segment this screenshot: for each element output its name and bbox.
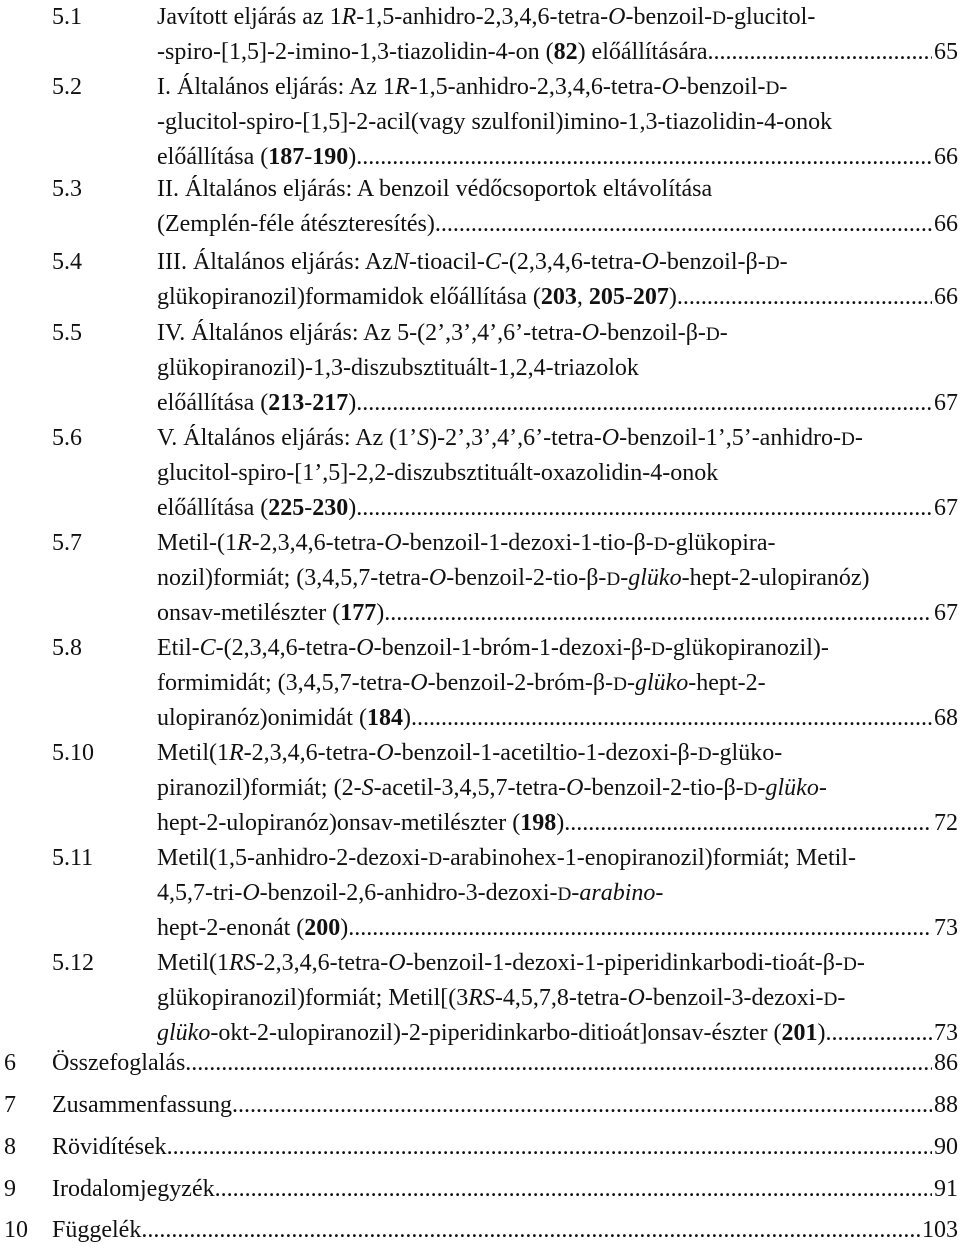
section-number: 5.4 <box>52 249 82 275</box>
page-number: 67 <box>934 495 958 521</box>
chapter-title: Függelék <box>52 1217 142 1243</box>
entry-line-last <box>157 140 958 175</box>
entry-text <box>157 526 958 631</box>
chapter-number: 10 <box>4 1217 28 1243</box>
page-number: 86 <box>934 1050 958 1076</box>
dot-leader <box>141 1213 920 1248</box>
chapter-title: Összefoglalás <box>52 1050 186 1076</box>
section-number: 5.2 <box>52 74 82 100</box>
chapter-number: 6 <box>4 1050 16 1076</box>
entry-text <box>157 245 958 315</box>
entry-line-text: ulopiranóz)onimidát (184) <box>157 705 411 731</box>
entry-line-last <box>157 386 958 421</box>
entry-line: glükopiranozil)-1,3-diszubsztituált-1,2,4-triazolok <box>157 355 639 381</box>
dot-leader <box>185 1046 932 1081</box>
page-number: 65 <box>934 39 958 65</box>
entry-line-text: -spiro-[1,5]-2-imino-1,3-tiazolidin-4-on (82) előállítására <box>157 39 708 65</box>
entry-line: nozil)formiát; (3,4,5,7-tetra- O -benzoil-2-tio-β- D - glüko -hept-2-ulopiranóz) <box>157 565 870 591</box>
entry-line-last <box>52 1172 958 1207</box>
entry-line: V. Általános eljárás: Az (1’ S )-2’,3’,4’,6’-tetra- O -benzoil-1’,5’-anhidro- D - <box>157 425 863 451</box>
dot-leader <box>356 491 932 526</box>
dot-leader <box>384 596 932 631</box>
entry-text <box>157 172 958 242</box>
section-number: 5.1 <box>52 4 82 30</box>
entry-text <box>157 316 958 421</box>
chapter-number: 9 <box>4 1176 16 1202</box>
entry-line: IV. Általános eljárás: Az 5-(2’,3’,4’,6’-tetra- O -benzoil-β- D - <box>157 320 728 346</box>
entry-text <box>157 421 958 526</box>
entry-text <box>157 946 958 1051</box>
entry-line: Javított eljárás az 1 R -1,5-anhidro-2,3,4,6-tetra- O -benzoil- D -glucitol- <box>157 4 816 30</box>
entry-line-last <box>157 596 958 631</box>
entry-text <box>157 70 958 175</box>
page-number: 72 <box>934 810 958 836</box>
entry-line-text: előállítása (213-217) <box>157 390 357 416</box>
entry-line-last <box>157 806 958 841</box>
entry-line: Metil(1 RS -2,3,4,6-tetra- O -benzoil-1-dezoxi-1-piperidinkarbodi-tioát-β- D - <box>157 950 865 976</box>
chapter-title: Zusammenfassung <box>52 1092 232 1118</box>
section-number: 5.7 <box>52 530 82 556</box>
section-number: 5.10 <box>52 740 94 766</box>
entry-text <box>52 1088 958 1123</box>
page-number: 73 <box>934 1020 958 1046</box>
page-number: 73 <box>934 915 958 941</box>
dot-leader <box>435 207 932 242</box>
dot-leader <box>708 35 933 70</box>
page-number: 66 <box>934 144 958 170</box>
entry-line: I. Általános eljárás: Az 1 R -1,5-anhidro-2,3,4,6-tetra- O -benzoil- D - <box>157 74 788 100</box>
entry-line: Metil(1,5-anhidro-2-dezoxi- D -arabinohex-1-enopiranozil)formiát; Metil- <box>157 845 856 871</box>
entry-line-text: glüko-okt-2-ulopiranozil)-2-piperidinkarbo-ditioát]onsav-észter (201) <box>157 1020 826 1046</box>
entry-line-text: glükopiranozil)formamidok előállítása (203, 205-207) <box>157 284 677 310</box>
entry-line: III. Általános eljárás: Az N -tioacil- C -(2,3,4,6-tetra- O -benzoil-β- D - <box>157 249 788 275</box>
section-number: 5.11 <box>52 845 94 871</box>
page-number: 88 <box>934 1092 958 1118</box>
entry-line-last <box>52 1213 958 1248</box>
chapter-title: Rövidítések <box>52 1134 167 1160</box>
dot-leader <box>232 1088 932 1123</box>
page-number: 66 <box>934 211 958 237</box>
entry-line-text: hept-2-enonát (200) <box>157 915 349 941</box>
chapter-number: 7 <box>4 1092 16 1118</box>
entry-line-last <box>52 1088 958 1123</box>
entry-line: glükopiranozil)formiát; Metil[(3 RS -4,5,7,8-tetra- O -benzoil-3-dezoxi- D - <box>157 985 846 1011</box>
entry-line: Metil(1 R -2,3,4,6-tetra- O -benzoil-1-acetiltio-1-dezoxi-β- D -glüko- <box>157 740 783 766</box>
entry-line-text: előállítása (225-230) <box>157 495 357 521</box>
entry-line-text: onsav-metilészter (177) <box>157 600 385 626</box>
dot-leader <box>677 280 932 315</box>
entry-line: formimidát; (3,4,5,7-tetra- O -benzoil-2-bróm-β- D - glüko -hept-2- <box>157 670 766 696</box>
dot-leader <box>167 1130 932 1165</box>
entry-line: glucitol-spiro-[1’,5]-2,2-diszubsztituált-oxazolidin-4-onok <box>157 460 719 486</box>
entry-line-last <box>52 1130 958 1165</box>
dot-leader <box>356 386 932 421</box>
dot-leader <box>564 806 932 841</box>
entry-line: Etil- C -(2,3,4,6-tetra- O -benzoil-1-bróm-1-dezoxi-β- D -glükopiranozil)- <box>157 635 829 661</box>
dot-leader <box>348 911 932 946</box>
page-number: 90 <box>934 1134 958 1160</box>
entry-line-text: (Zemplén-féle átészteresítés) <box>157 211 435 237</box>
entry-line-last <box>157 207 958 242</box>
entry-text <box>157 841 958 946</box>
page-number: 66 <box>934 284 958 310</box>
page-number: 68 <box>934 705 958 731</box>
chapter-title: Irodalomjegyzék <box>52 1176 215 1202</box>
entry-text <box>52 1046 958 1081</box>
entry-text <box>157 0 958 70</box>
entry-line: piranozil)formiát; (2- S -acetil-3,4,5,7-tetra- O -benzoil-2-tio-β- D - glüko - <box>157 775 827 801</box>
page-number: 67 <box>934 390 958 416</box>
section-number: 5.12 <box>52 950 94 976</box>
page-number: 103 <box>922 1217 958 1243</box>
dot-leader <box>215 1172 932 1207</box>
entry-line: Metil-(1 R -2,3,4,6-tetra- O -benzoil-1-dezoxi-1-tio-β- D -glükopira- <box>157 530 776 556</box>
entry-text <box>52 1213 958 1248</box>
section-number: 5.6 <box>52 425 82 451</box>
entry-line-text: hept-2-ulopiranóz)onsav-metilészter (198) <box>157 810 565 836</box>
page-number: 91 <box>934 1176 958 1202</box>
entry-line-last <box>52 1046 958 1081</box>
entry-line-last <box>157 280 958 315</box>
entry-line-text: előállítása (187-190) <box>157 144 357 170</box>
chapter-number: 8 <box>4 1134 16 1160</box>
entry-line-last <box>157 35 958 70</box>
entry-line-last <box>157 911 958 946</box>
section-number: 5.3 <box>52 176 82 202</box>
entry-line: -glucitol-spiro-[1,5]-2-acil(vagy szulfonil)imino-1,3-tiazolidin-4-onok <box>157 109 833 135</box>
entry-line: II. Általános eljárás: A benzoil védőcsoportok eltávolítása <box>157 176 713 202</box>
page-number: 67 <box>934 600 958 626</box>
entry-text <box>52 1130 958 1165</box>
entry-line: 4,5,7-tri- O -benzoil-2,6-anhidro-3-dezoxi- D - arabino - <box>157 880 664 906</box>
section-number: 5.5 <box>52 320 82 346</box>
section-number: 5.8 <box>52 635 82 661</box>
entry-line-last <box>157 491 958 526</box>
dot-leader <box>356 140 932 175</box>
entry-text <box>157 736 958 841</box>
entry-line-last <box>157 701 958 736</box>
dot-leader <box>411 701 932 736</box>
entry-text <box>157 631 958 736</box>
entry-text <box>52 1172 958 1207</box>
